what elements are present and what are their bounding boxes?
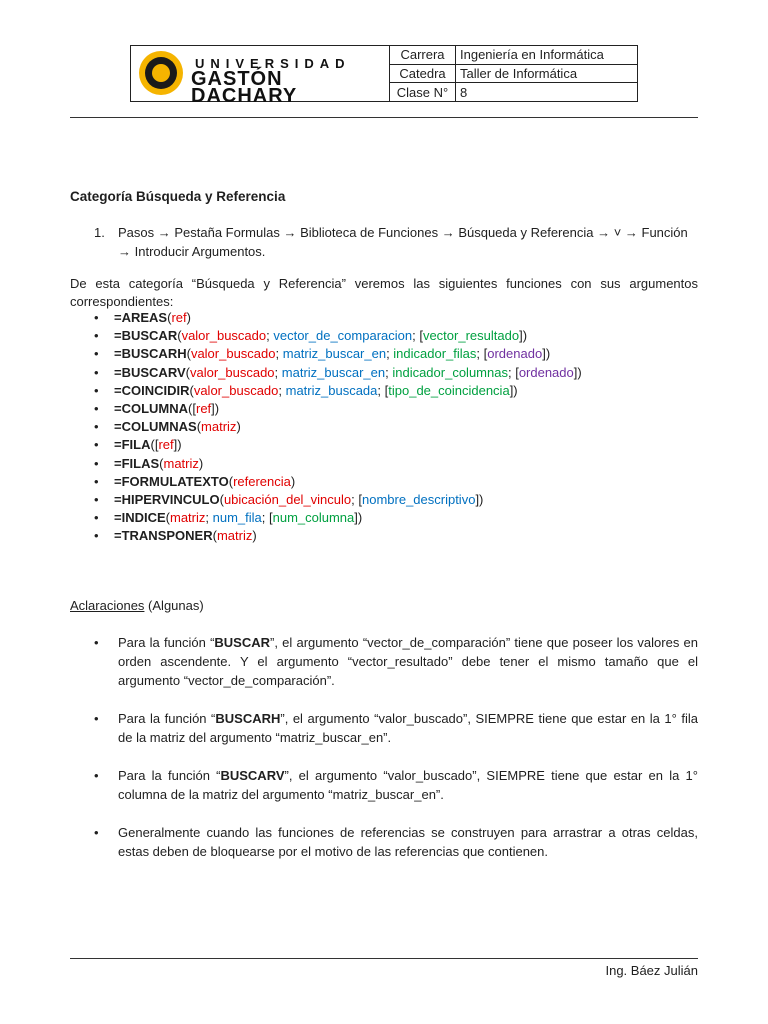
clarification-item [94, 823, 698, 861]
clarification-text-post: ”, el argumento “vector_de_comparación” tiene que poseer los valores en orden ascendente. Y el argumento “vector_resultado” debe tener el mismo tamaño que el argumento “vector_de_comparación”. [118, 635, 698, 688]
function-arg-part: ; [386, 346, 394, 362]
function-arg-part: ; [205, 510, 213, 526]
function-name: =BUSCAR [114, 328, 178, 344]
step-text: Pasos → Pestaña Formulas → Biblioteca de Funciones → Búsqueda y Referencia → ˅ → Función → Introducir Argumentos. [118, 225, 688, 259]
function-arg-part: referencia [233, 473, 291, 489]
function-arg-part: num_columna [272, 510, 355, 526]
function-arg-part: ([ [188, 400, 196, 416]
header-divider [70, 117, 698, 118]
function-arg-part: nombre_descriptivo [361, 491, 476, 507]
function-arg-part: ordenado [487, 346, 543, 362]
clarification-text-pre: Para la función “ [118, 768, 221, 783]
clarification-text-post: ”, el argumento “valor_buscado”, SIEMPRE tiene que estar en la 1° columna de la matriz del argumento “matriz_buscar_en”. [118, 768, 698, 802]
function-list [94, 309, 582, 545]
function-arg-part: ( [159, 455, 164, 471]
function-arg-part: matriz_buscada [285, 382, 378, 398]
header-value-catedra: Taller de Informática [456, 64, 638, 83]
function-arg-part: ( [189, 382, 194, 398]
clarification-item [94, 766, 698, 804]
function-item [94, 509, 582, 527]
function-name: =AREAS [114, 310, 168, 325]
function-arg-part: vector_resultado [422, 328, 520, 344]
function-arg-part: valor_buscado [181, 328, 267, 344]
function-arg-part: valor_buscado [193, 382, 279, 398]
function-arg-part: ; [ [412, 328, 423, 344]
function-name: =HIPERVINCULO [114, 491, 220, 507]
function-arg-part: ubicación_del_vinculo [223, 491, 352, 507]
function-arg-part: ) [198, 455, 204, 471]
function-arg-part: ; [ [377, 382, 389, 398]
function-arg-part: ( [177, 328, 182, 344]
university-logo-cell [131, 46, 390, 107]
function-item [94, 382, 582, 400]
function-item [94, 400, 582, 418]
function-arg-part: num_fila [212, 510, 262, 526]
function-name: =FILAS [114, 455, 160, 471]
function-arg-part: ( [185, 364, 190, 380]
function-arg-part: indicador_columnas [392, 364, 508, 380]
function-arg-part: ]) [519, 328, 528, 344]
function-arg-part: ( [186, 346, 191, 362]
function-arg-part: ]) [211, 400, 220, 416]
function-item [94, 436, 582, 454]
function-arg-part: ( [165, 510, 170, 526]
function-arg-part: ]) [542, 346, 551, 362]
function-name: =BUSCARV [114, 364, 186, 380]
function-arg-part: ( [228, 473, 234, 489]
function-item [94, 473, 582, 491]
function-item [94, 455, 582, 473]
clarification-text-post: ”, el argumento “valor_buscado”, SIEMPRE tiene que estar en la 1° fila de la matriz del argumento “matriz_buscar_en”. [118, 711, 698, 745]
header-table [130, 45, 638, 107]
university-logo [131, 46, 389, 107]
function-arg-part: tipo_de_coincidencia [388, 382, 510, 398]
function-arg-part: ; [278, 382, 286, 398]
function-name: =COLUMNA [114, 400, 189, 416]
function-arg-part: ( [212, 528, 217, 544]
function-arg-part: ordenado [518, 364, 574, 380]
footer-divider [70, 958, 698, 959]
function-name: =FORMULATEXTO [114, 473, 229, 489]
function-item [94, 327, 582, 345]
clarifications-title [70, 598, 204, 613]
function-arg-part: ( [167, 310, 172, 325]
function-item [94, 491, 582, 509]
function-arg-part: ( [196, 419, 202, 435]
function-name: =BUSCARH [114, 346, 187, 362]
function-item [94, 527, 582, 545]
function-arg-part: ; [ [476, 346, 488, 362]
clarifications-list [94, 633, 698, 880]
function-arg-part: ; [ [261, 510, 273, 526]
function-arg-part: ref [158, 437, 174, 453]
clarification-function-name: BUSCARV [220, 768, 285, 783]
function-arg-part: matriz [216, 528, 253, 544]
clarification-function-name: BUSCARH [215, 711, 281, 726]
clarifications-subtitle: (Algunas) [144, 598, 204, 613]
function-arg-part: ; [275, 346, 283, 362]
logo-line-1: UNIVERSIDAD [195, 56, 351, 71]
function-name: =INDICE [114, 510, 166, 526]
section-title: Categoría Búsqueda y Referencia [70, 189, 286, 204]
function-arg-part: ( [219, 491, 224, 507]
function-arg-part: matriz_buscar_en [282, 346, 387, 362]
clarification-item [94, 709, 698, 747]
function-arg-part: vector_de_comparacion [273, 328, 413, 344]
function-arg-part: ([ [150, 437, 159, 453]
function-arg-part: matriz [163, 455, 199, 471]
function-arg-part: valor_buscado [189, 364, 275, 380]
header-value-carrera: Ingeniería en Informática [456, 46, 638, 65]
function-item [94, 364, 582, 382]
function-name: =FILA [114, 437, 151, 453]
clarification-text-pre: Generalmente cuando las funciones de referencias se construyen para arrastrar a otras celdas, estas deben de bloquearse por el motivo de las referencias que contienen. [118, 825, 698, 859]
function-arg-part: ) [290, 473, 296, 489]
header-label-clase: Clase N° [390, 83, 456, 102]
clarifications-heading: Aclaraciones [70, 598, 145, 613]
clarification-item [94, 633, 698, 690]
clarification-text-pre: Para la función “ [118, 635, 215, 650]
logo-emblem-icon [139, 51, 183, 95]
function-arg-part: indicador_filas [393, 346, 477, 362]
function-item [94, 418, 582, 436]
function-item [94, 345, 582, 363]
header-label-catedra: Catedra [390, 64, 456, 83]
step-number: 1. [94, 225, 105, 240]
function-arg-part: ]) [573, 364, 582, 380]
function-arg-part: matriz [201, 419, 237, 435]
function-arg-part: matriz [170, 510, 206, 526]
function-arg-part: matriz_buscar_en [281, 364, 386, 380]
header-label-carrera: Carrera [390, 46, 456, 65]
header-value-clase: 8 [456, 83, 638, 102]
clarification-function-name: BUSCAR [214, 635, 271, 650]
function-arg-part: ) [186, 310, 191, 325]
function-arg-part: valor_buscado [190, 346, 276, 362]
function-name: =COINCIDIR [114, 382, 190, 398]
logo-line-2: GASTÓN DACHARY [191, 68, 298, 107]
function-arg-part: ; [266, 328, 274, 344]
function-arg-part: ) [236, 419, 241, 435]
clarification-text-pre: Para la función “ [118, 711, 216, 726]
function-arg-part: ]) [173, 437, 182, 453]
function-arg-part: ; [ [351, 491, 362, 507]
function-arg-part: ; [ [507, 364, 519, 380]
function-arg-part: ]) [354, 510, 363, 526]
footer-author: Ing. Báez Julián [605, 963, 698, 978]
function-arg-part: ref [195, 400, 212, 416]
function-arg-part: ) [252, 528, 257, 544]
function-name: =TRANSPONER [114, 528, 213, 544]
function-arg-part: ; [385, 364, 393, 380]
function-arg-part: ref [171, 310, 187, 325]
function-arg-part: ]) [509, 382, 518, 398]
function-item [94, 309, 582, 327]
function-arg-part: ; [274, 364, 282, 380]
function-arg-part: ]) [475, 491, 484, 507]
intro-paragraph: De esta categoría “Búsqueda y Referencia” veremos las siguientes funciones con sus argumentos correspondientes: [70, 276, 698, 309]
function-name: =COLUMNAS [114, 419, 197, 435]
